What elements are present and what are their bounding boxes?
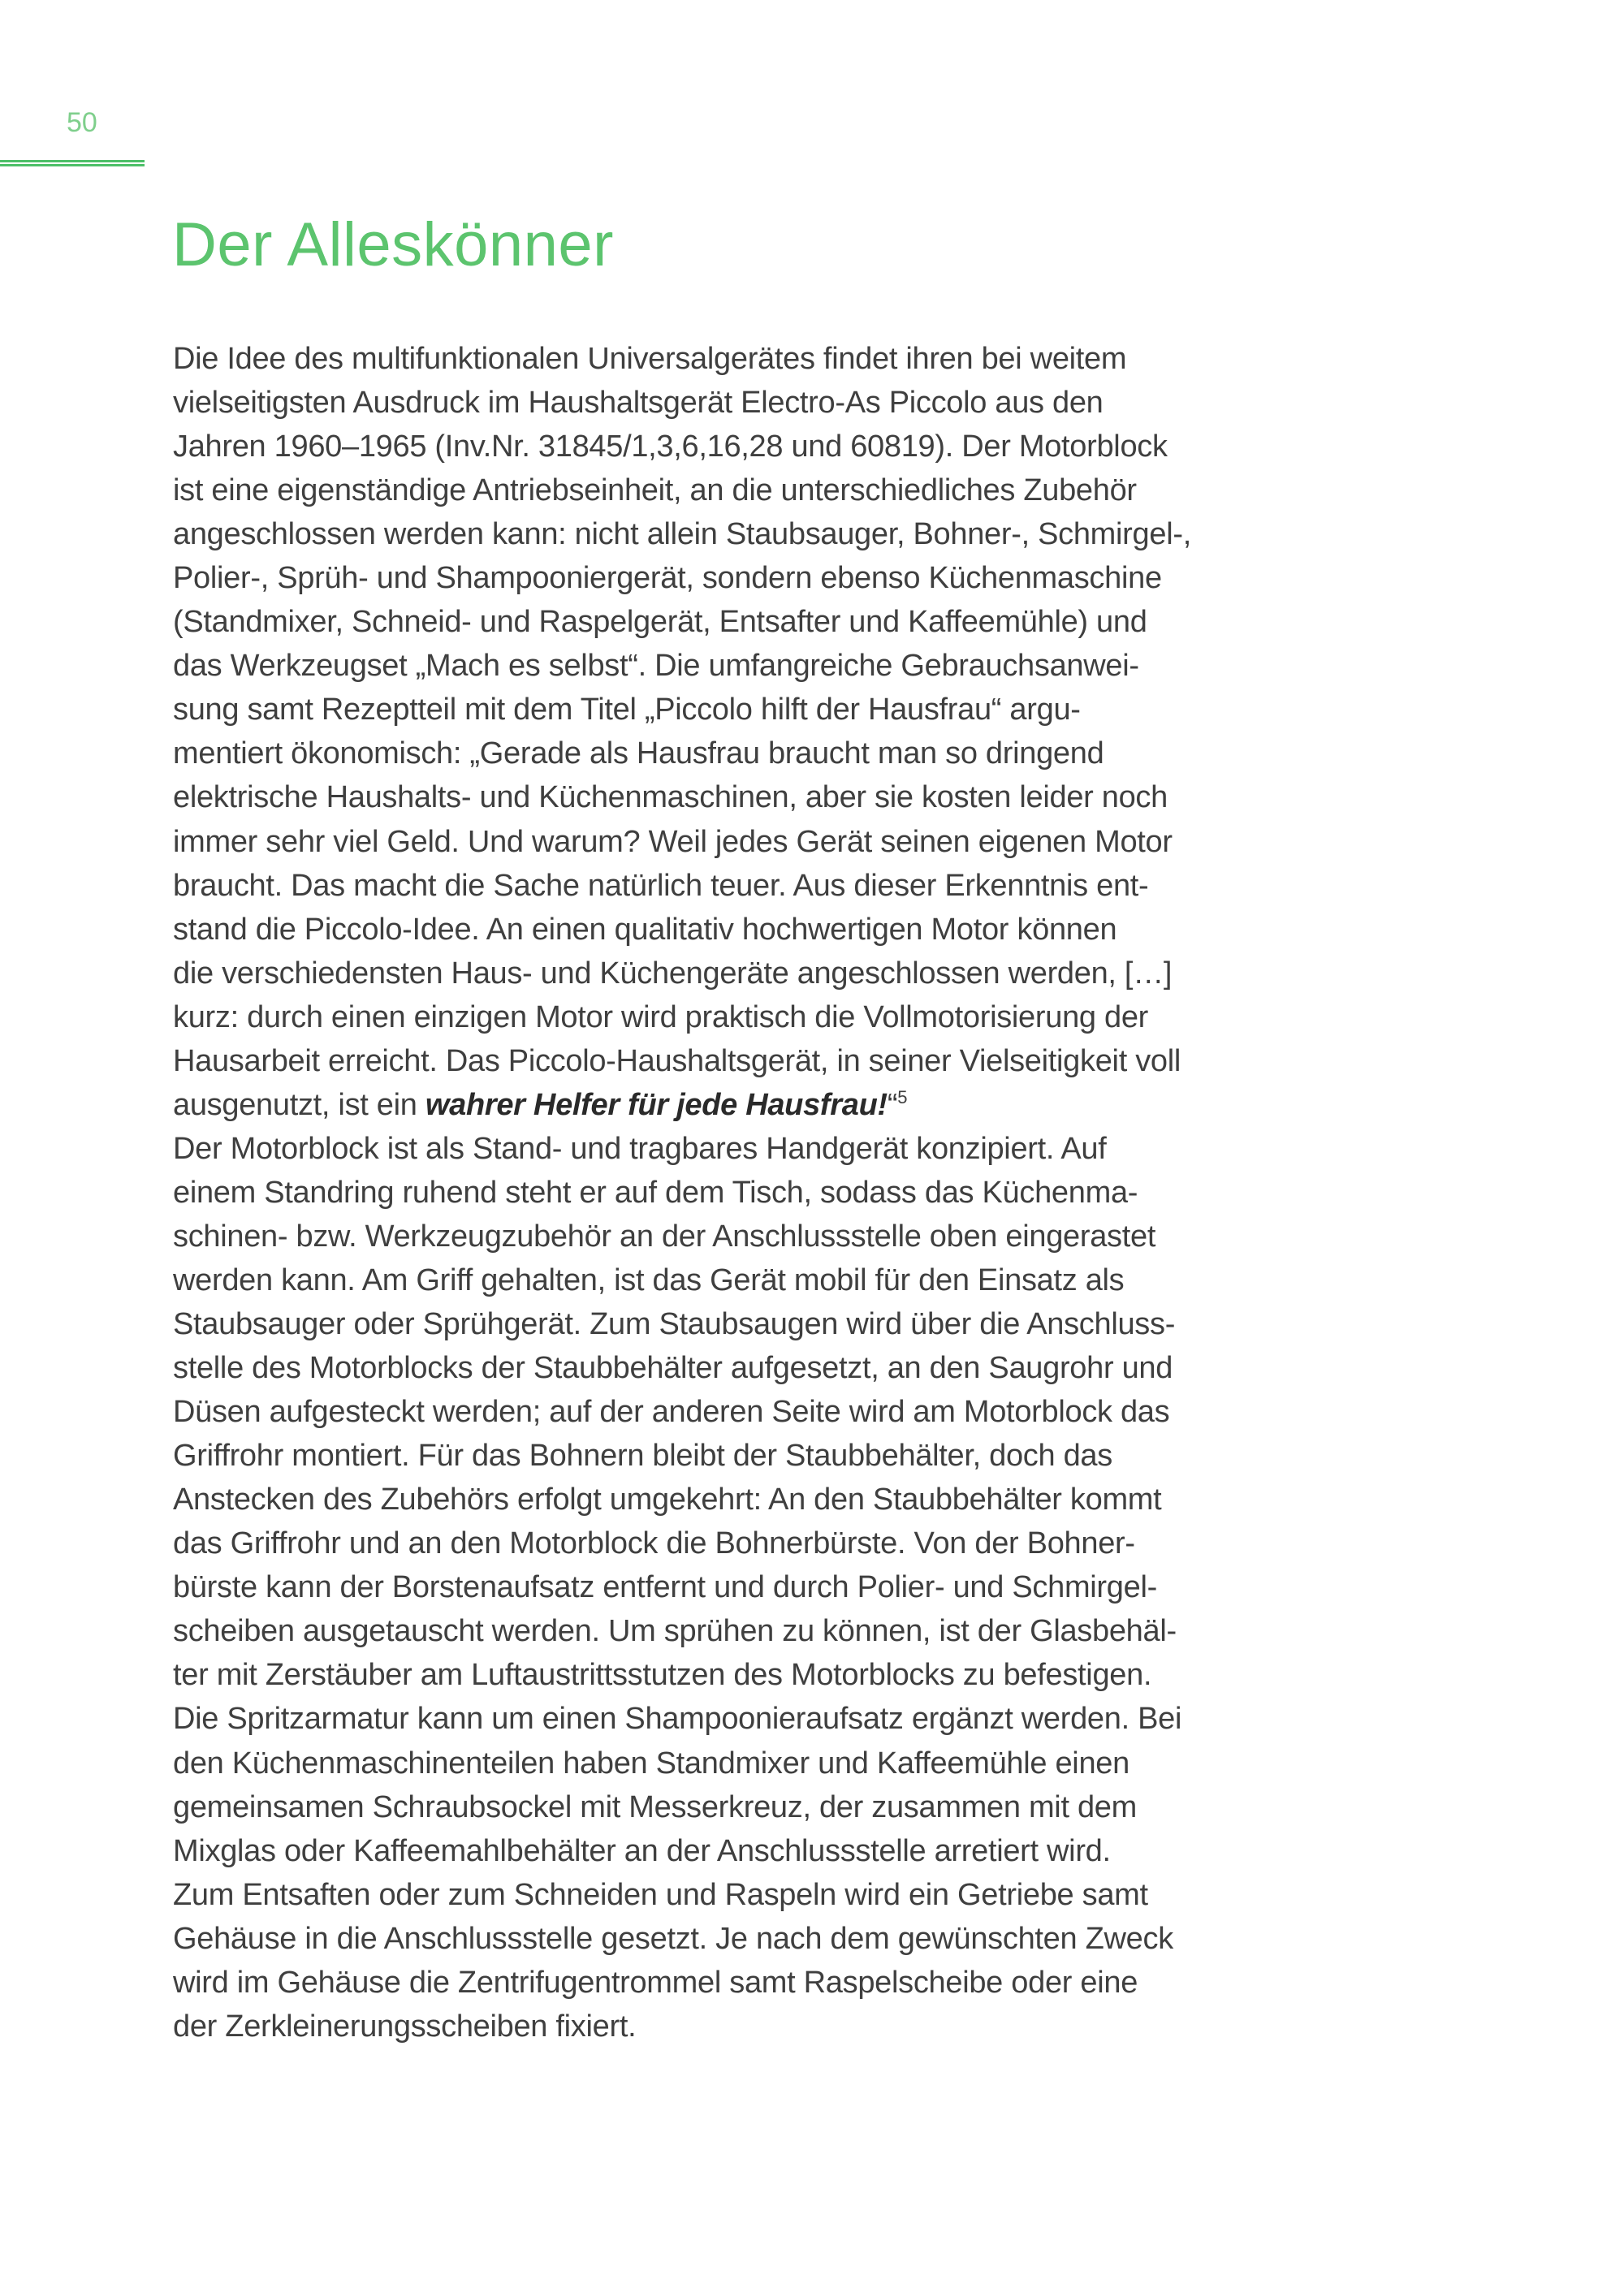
text-line: sung samt Rezeptteil mit dem Titel „Piccolo hilft der Hausfrau“ argu- [173, 693, 1081, 727]
text-line: ist eine eigenständige Antriebseinheit, an die unterschiedliches Zubehör [173, 473, 1137, 508]
text-line: einem Standring ruhend steht er auf dem Tisch, sodass das Küchenma- [173, 1175, 1138, 1210]
text-line: Gehäuse in die Anschlussstelle gesetzt. Je nach dem gewünschten Zweck [173, 1921, 1173, 1956]
text-line: Mixglas oder Kaffeemahlbehälter an der Anschlussstelle arretiert wird. [173, 1833, 1111, 1868]
footnote-ref[interactable]: 5 [897, 1086, 908, 1107]
page-title: Der Alleskönner [172, 210, 614, 279]
text-line: Hausarbeit erreicht. Das Piccolo-Haushaltsgerät, in seiner Vielseitigkeit voll [173, 1043, 1181, 1078]
text-line: angeschlossen werden kann: nicht allein Staubsauger, Bohner-, Schmirgel-, [173, 517, 1191, 552]
quote-end-line [173, 1083, 1277, 1127]
text-line: werden kann. Am Griff gehalten, ist das Gerät mobil für den Einsatz als [173, 1263, 1125, 1297]
header-rule-top [0, 160, 145, 162]
text-line: das Werkzeugset „Mach es selbst“. Die umfangreiche Gebrauchsanwei- [173, 649, 1139, 684]
quote-text: ausgenutzt, ist ein [173, 1087, 425, 1122]
text-line: wird im Gehäuse die Zentrifugentrommel samt Raspelscheibe oder eine [173, 1965, 1138, 2000]
text-line: braucht. Das macht die Sache natürlich teuer. Aus dieser Erkenntnis ent- [173, 868, 1149, 903]
text-line: Die Spritzarmatur kann um einen Shampoonieraufsatz ergänzt werden. Bei [173, 1702, 1182, 1737]
text-line: Düsen aufgesteckt werden; auf der anderen Seite wird am Motorblock das [173, 1395, 1170, 1430]
text-line: stelle des Motorblocks der Staubbehälter aufgesetzt, an den Saugrohr und [173, 1351, 1173, 1386]
text-line: mentiert ökonomisch: „Gerade als Hausfrau braucht man so dringend [173, 736, 1104, 771]
text-line: Der Motorblock ist als Stand- und tragbares Handgerät konzipiert. Auf [173, 1131, 1107, 1166]
text-line: den Küchenmaschinenteilen haben Standmixer und Kaffeemühle einen [173, 1746, 1129, 1781]
text-line: das Griffrohr und an den Motorblock die Bohnerbürste. Von der Bohner- [173, 1526, 1135, 1561]
text-line: Polier-, Sprüh- und Shampooniergerät, sondern ebenso Küchenmaschine [173, 561, 1162, 596]
text-line: der Zerkleinerungsscheiben fixiert. [173, 2009, 637, 2044]
text-line: immer sehr viel Geld. Und warum? Weil jedes Gerät seinen eigenen Motor [173, 824, 1173, 859]
text-line: elektrische Haushalts- und Küchenmaschinen, aber sie kosten leider noch [173, 780, 1168, 815]
quote-close: “ [887, 1087, 898, 1122]
text-line: Griffrohr montiert. Für das Bohnern bleibt der Staubbehälter, doch das [173, 1439, 1112, 1474]
text-line: die verschiedensten Haus- und Küchengeräte angeschlossen werden, […] [173, 956, 1173, 991]
text-line: Zum Entsaften oder zum Schneiden und Raspeln wird ein Getriebe samt [173, 1877, 1148, 1912]
body-text [173, 337, 1277, 2048]
text-line: scheiben ausgetauscht werden. Um sprühen zu können, ist der Glasbehäl- [173, 1614, 1177, 1649]
page-number: 50 [67, 107, 97, 138]
text-line: (Standmixer, Schneid- und Raspelgerät, Entsafter und Kaffeemühle) und [173, 605, 1147, 640]
text-line: Jahren 1960–1965 (Inv.Nr. 31845/1,3,6,16,28 und 60819). Der Motorblock [173, 429, 1168, 464]
text-line: ter mit Zerstäuber am Luftaustrittsstutzen des Motorblocks zu befestigen. [173, 1658, 1152, 1693]
text-line: gemeinsamen Schraubsockel mit Messerkreuz, der zusammen mit dem [173, 1789, 1137, 1824]
text-line: stand die Piccolo-Idee. An einen qualitativ hochwertigen Motor können [173, 912, 1117, 947]
text-line: kurz: durch einen einzigen Motor wird praktisch die Vollmotorisierung der [173, 999, 1149, 1034]
text-line: Die Idee des multifunktionalen Universalgerätes findet ihren bei weitem [173, 342, 1127, 376]
text-line: schinen- bzw. Werkzeugzubehör an der Anschlussstelle oben eingerastet [173, 1219, 1156, 1254]
text-line: vielseitigsten Ausdruck im Haushaltsgerät Electro-As Piccolo aus den [173, 386, 1104, 421]
text-line: Anstecken des Zubehörs erfolgt umgekehrt: An den Staubbehälter kommt [173, 1483, 1162, 1517]
text-line: Staubsauger oder Sprühgerät. Zum Staubsaugen wird über die Anschluss- [173, 1307, 1176, 1342]
quote-emphasis: wahrer Helfer für jede Hausfrau! [425, 1087, 888, 1122]
text-line: bürste kann der Borstenaufsatz entfernt und durch Polier- und Schmirgel- [173, 1570, 1157, 1605]
header-rule-bottom [0, 164, 145, 166]
